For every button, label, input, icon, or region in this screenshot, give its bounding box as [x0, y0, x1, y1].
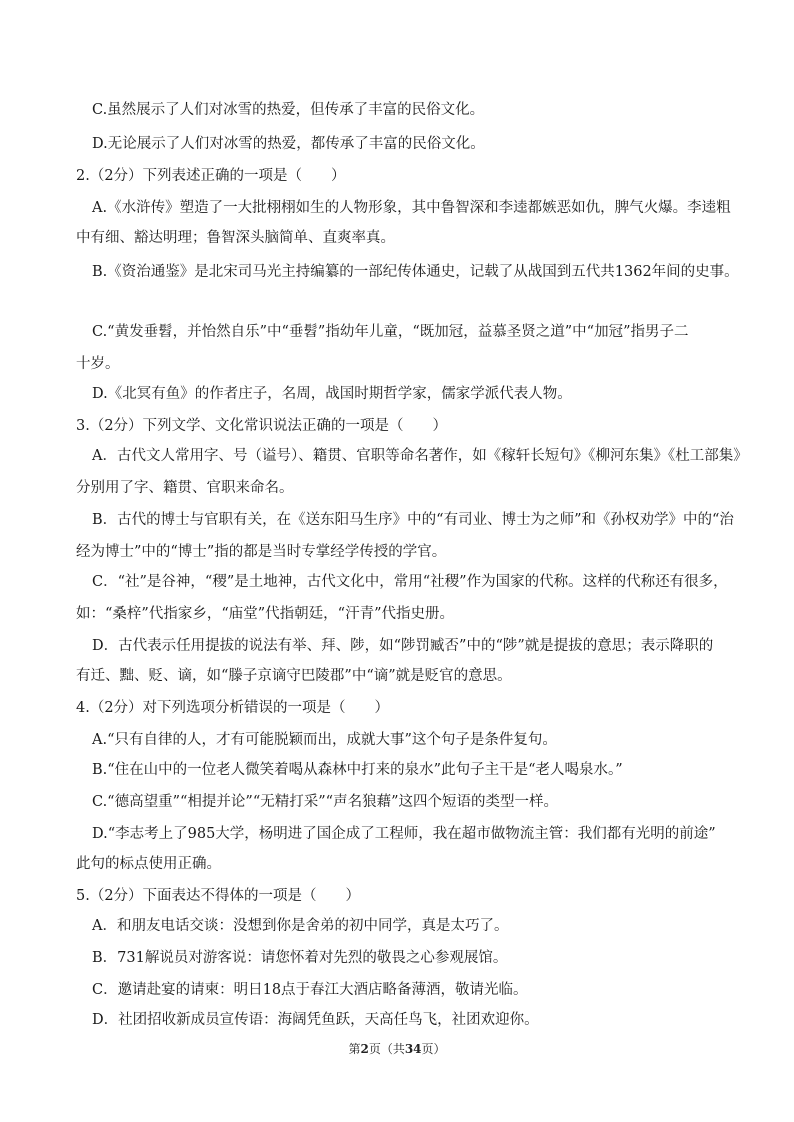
question-stem: 3.（2分）下列文学、文化常识说法正确的一项是（ ） [76, 418, 448, 434]
answer-option: D.“李志考上了985大学，杨明进了国企成了工程师，我在超市做物流主管：我们都有光明的前途” [92, 826, 716, 842]
footer-total-pages: 34 [404, 1042, 422, 1056]
text-continuation: 分别用了字、籍贯、官职来命名。 [76, 480, 294, 496]
footer-prefix: 第 [348, 1042, 361, 1056]
footer-middle: 页（共 [368, 1042, 405, 1056]
answer-option: C.“黄发垂髫，并怡然自乐”中“垂髫”指幼年儿童，“既加冠，益慕圣贤之道”中“加冠”指男子二 [92, 324, 689, 340]
answer-option: D.无论展示了人们对冰雪的热爱，都传承了丰富的民俗文化。 [92, 136, 485, 152]
text-continuation: 如：“桑梓”代指家乡，“庙堂”代指朝廷，“汗青”代指史册。 [76, 606, 454, 622]
answer-option: A．和朋友电话交谈：没想到你是舍弟的初中同学，真是太巧了。 [92, 918, 509, 934]
text-continuation: 十岁。 [76, 356, 120, 372]
footer-page-number: 2 [360, 1042, 369, 1056]
answer-option: C.虽然展示了人们对冰雪的热爱，但传承了丰富的民俗文化。 [92, 102, 485, 118]
footer-suffix: 页） [421, 1042, 446, 1056]
answer-option: D．古代表示任用提拔的说法有举、拜、陟，如“陟罚臧否”中的“陟”就是提拔的意思；表示降职的 [92, 638, 714, 654]
answer-option: B．古代的博士与官职有关，在《送东阳马生序》中的“有司业、博士为之师”和《孙权劝学》中的“治 [92, 512, 734, 528]
question-stem: 5.（2分）下面表达不得体的一项是（ ） [76, 888, 361, 904]
page-footer [0, 1040, 794, 1057]
answer-option: A．古代文人常用字、号（谥号）、籍贯、官职等命名著作，如《稼轩长短句》《柳河东集》《杜工部集》 [92, 448, 748, 464]
text-continuation: 有迁、黜、贬、谪，如“滕子京谪守巴陵郡”中“谪”就是贬官的意思。 [76, 668, 512, 684]
answer-option: A.“只有自律的人，才有可能脱颖而出，成就大事”这个句子是条件复句。 [92, 732, 557, 748]
answer-option: B.《资治通鉴》是北宋司马光主持编纂的一部纪传体通史，记载了从战国到五代共1362年间的史事。 [92, 264, 739, 280]
answer-option: C.“德高望重”“相提并论”“无精打采”“声名狼藉”这四个短语的类型一样。 [92, 794, 558, 810]
text-continuation: 此句的标点使用正确。 [76, 856, 221, 872]
text-continuation: 中有细、豁达明理；鲁智深头脑简单、直爽率真。 [76, 230, 395, 246]
answer-option: B．731解说员对游客说：请您怀着对先烈的敬畏之心参观展馆。 [92, 950, 508, 966]
question-stem: 2.（2分）下列表述正确的一项是（ ） [76, 168, 346, 184]
answer-option: C．“社”是谷神，“稷”是土地神，古代文化中，常用“社稷”作为国家的代称。这样的代称还有很多， [92, 574, 728, 590]
answer-option: C．邀请赴宴的请柬：明日18点于春江大酒店略备薄酒，敬请光临。 [92, 982, 528, 998]
answer-option: B.“住在山中的一位老人微笑着喝从森林中打来的泉水”此句子主干是“老人喝泉水。” [92, 762, 623, 778]
answer-option: D.《北冥有鱼》的作者庄子，名周，战国时期哲学家，儒家学派代表人物。 [92, 386, 572, 402]
answer-option: D．社团招收新成员宣传语：海阔凭鱼跃，天高任鸟飞，社团欢迎你。 [92, 1012, 539, 1028]
text-continuation: 经为博士”中的“博士”指的都是当时专掌经学传授的学官。 [76, 544, 447, 560]
question-stem: 4.（2分）对下列选项分析错误的一项是（ ） [76, 700, 390, 716]
answer-option: A.《水浒传》塑造了一大批栩栩如生的人物形象，其中鲁智深和李逵都嫉恶如仇，脾气火爆。李逵粗 [92, 200, 731, 216]
